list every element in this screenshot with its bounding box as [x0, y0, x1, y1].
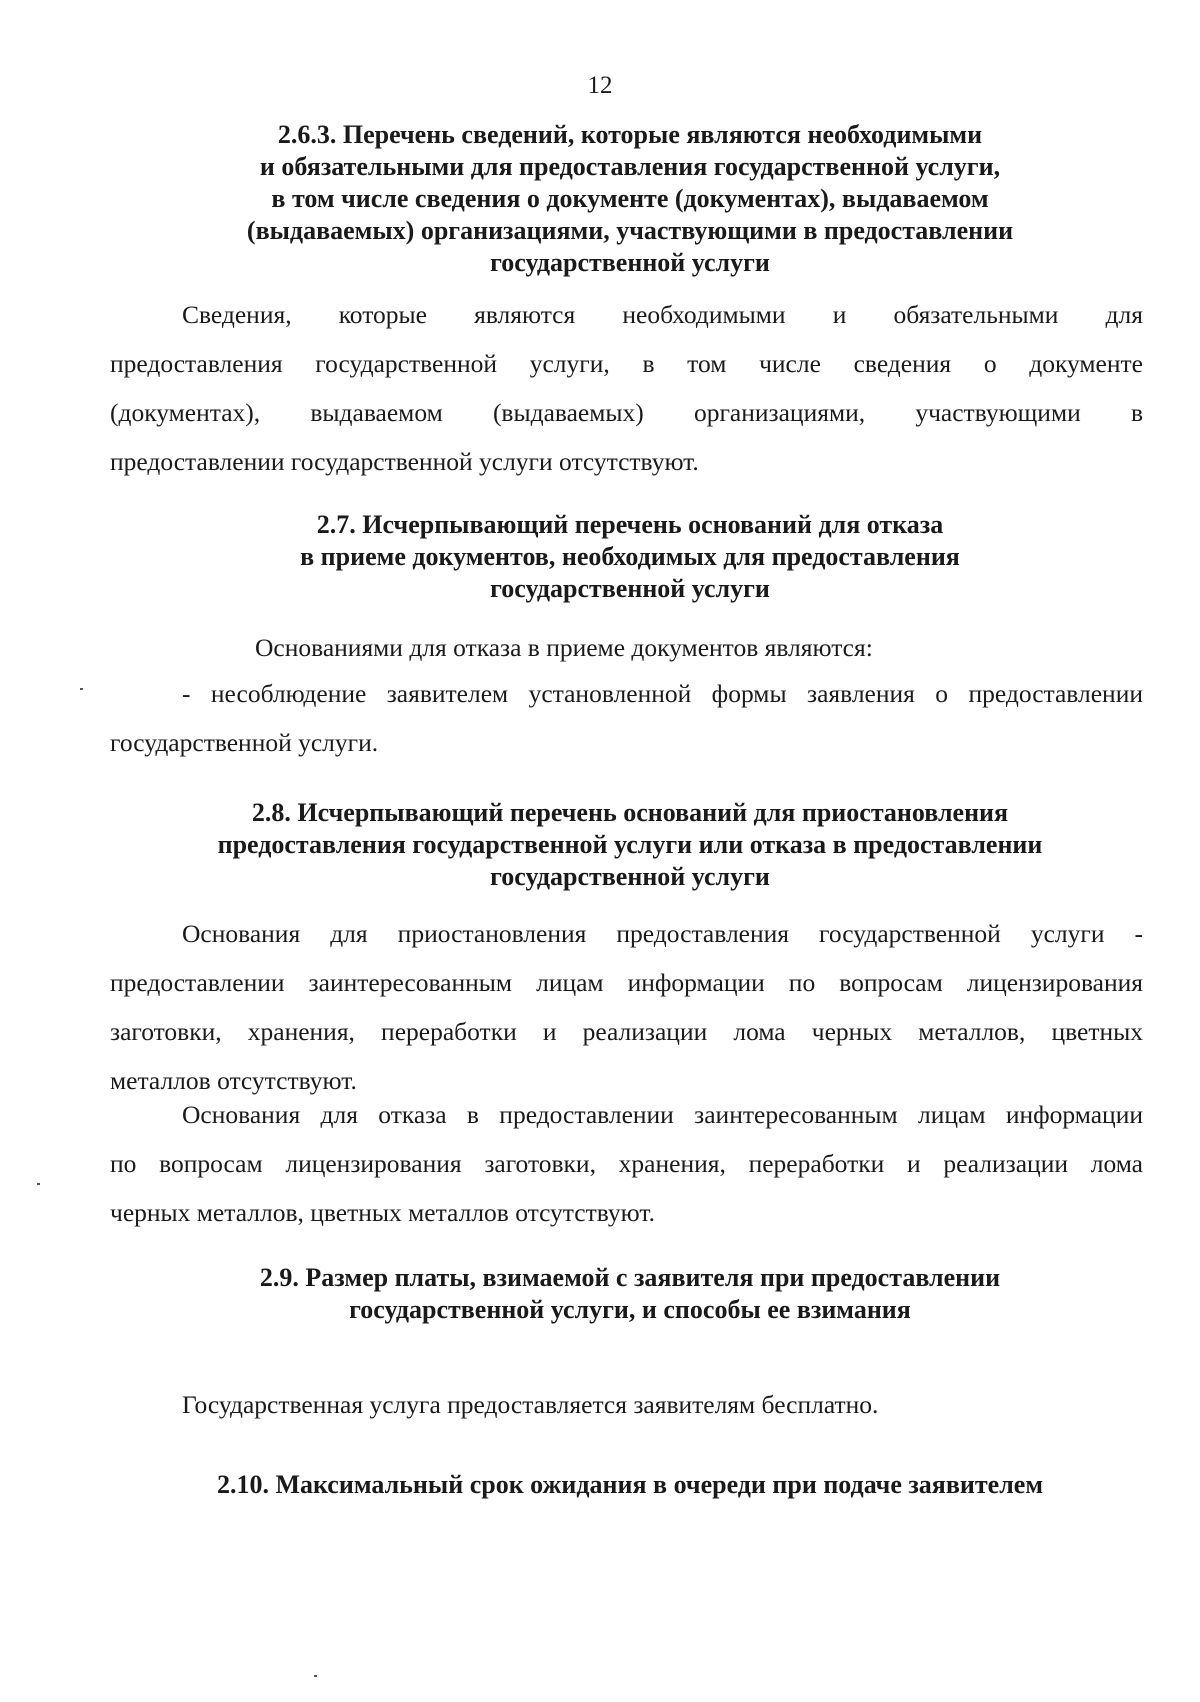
scan-speck	[37, 1183, 40, 1185]
section-2-7-item	[110, 669, 1143, 767]
text-line: (документах), выдаваемом (выдаваемых) организациями, участвующими в	[110, 398, 1143, 427]
section-2-6-3-paragraph	[110, 290, 1143, 486]
text-line: - несоблюдение заявителем установленной формы заявления о предоставлении	[182, 679, 1143, 708]
text-line: металлов отсутствуют.	[110, 1066, 357, 1095]
heading-line: государственной услуги, и способы ее взимания	[349, 1295, 911, 1324]
text-line: по вопросам лицензирования заготовки, хранения, переработки и реализации лома	[110, 1149, 1143, 1178]
section-2-8-heading	[110, 797, 1150, 893]
heading-line: 2.8. Исчерпывающий перечень оснований для приостановления	[251, 798, 1009, 827]
text-line: государственной услуги.	[110, 728, 379, 757]
text-line: Основания для отказа в предоставлении заинтересованным лицам информации	[182, 1100, 1143, 1129]
section-2-9-heading	[110, 1262, 1150, 1326]
section-2-6-3-heading	[110, 119, 1150, 279]
text-line: Основания для приостановления предоставления государственной услуги -	[182, 919, 1143, 948]
heading-line: государственной услуги	[490, 862, 770, 891]
heading-line: в том числе сведения о документе (документах), выдаваемом	[271, 184, 989, 213]
section-2-9-paragraph	[110, 1380, 1143, 1429]
heading-line: в приеме документов, необходимых для предоставления	[300, 542, 960, 571]
text-line: предоставлении государственной услуги отсутствуют.	[110, 447, 699, 476]
heading-line: 2.10. Максимальный срок ожидания в очереди при подаче заявителем	[216, 1470, 1044, 1499]
text-line: Основаниями для отказа в приеме документов являются:	[255, 633, 873, 662]
scan-speck	[314, 1675, 317, 1677]
text-line: Сведения, которые являются необходимыми и обязательными для	[182, 300, 1143, 329]
section-2-7-intro	[110, 623, 1143, 672]
section-2-7-heading	[110, 509, 1150, 605]
heading-line: государственной услуги	[490, 248, 770, 277]
heading-line: 2.7. Исчерпывающий перечень оснований для отказа	[316, 510, 944, 539]
heading-line: 2.9. Размер платы, взимаемой с заявителя при предоставлении	[259, 1263, 1001, 1292]
page-number: 12	[587, 72, 613, 99]
heading-line: (выдаваемых) организациями, участвующими в предоставлении	[246, 216, 1014, 245]
text-line: предоставления государственной услуги, в том числе сведения о документе	[110, 349, 1143, 378]
text-line: черных металлов, цветных металлов отсутствуют.	[110, 1198, 655, 1227]
heading-line: и обязательными для предоставления государственной услуги,	[259, 152, 1001, 181]
heading-line: государственной услуги	[490, 574, 770, 603]
text-line: Государственная услуга предоставляется заявителям бесплатно.	[182, 1390, 879, 1419]
section-2-8-paragraph-2	[110, 1090, 1143, 1237]
text-line: предоставлении заинтересованным лицам информации по вопросам лицензирования	[110, 968, 1143, 997]
text-line: заготовки, хранения, переработки и реализации лома черных металлов, цветных	[110, 1017, 1143, 1046]
heading-line: предоставления государственной услуги или отказа в предоставлении	[217, 830, 1043, 859]
section-2-8-paragraph-1	[110, 909, 1143, 1105]
heading-line: 2.6.3. Перечень сведений, которые являются необходимыми	[277, 120, 983, 149]
scan-speck	[80, 688, 83, 690]
section-2-10-heading	[110, 1469, 1150, 1501]
